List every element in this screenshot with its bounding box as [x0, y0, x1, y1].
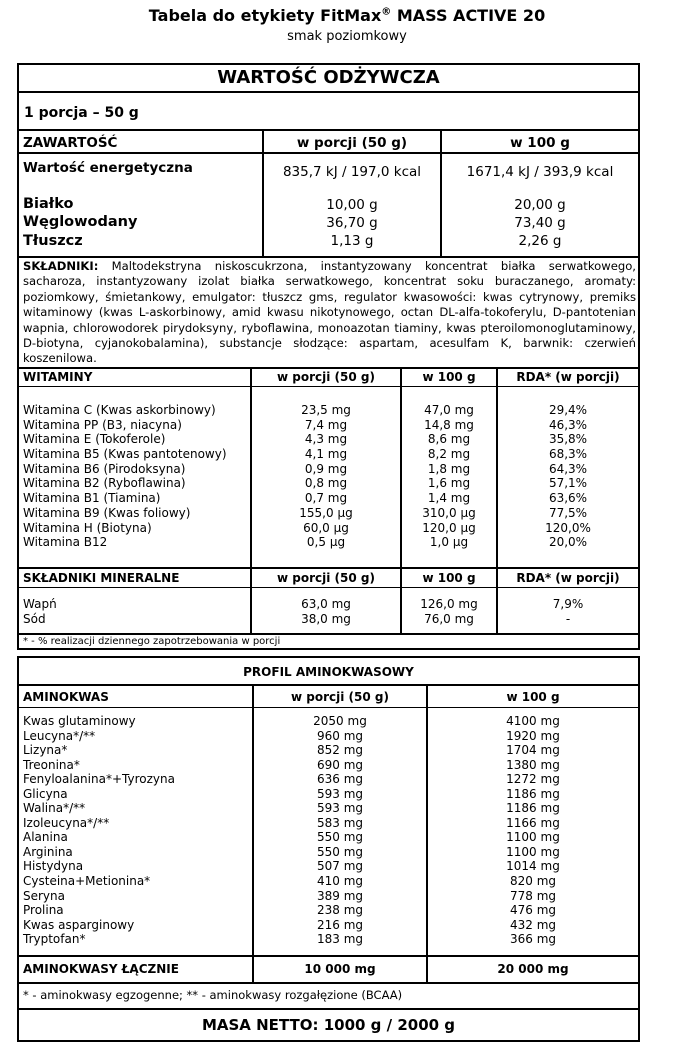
amino-100g-value: 1272 mg: [506, 772, 560, 787]
amino-100g-value: 1186 mg: [506, 786, 560, 801]
vitamins-rda: [498, 403, 638, 550]
vitamin-100g: 8,6 mg: [427, 432, 471, 447]
mineral-rda: 7,9%: [552, 597, 584, 611]
amino-100g-value: 432 mg: [509, 917, 557, 932]
vitamin-rda: 63,6%: [548, 491, 588, 506]
vitamin-name: Witamina C (Kwas askorbinowy): [23, 403, 216, 417]
mineral-name: Sód: [23, 611, 46, 626]
amino-100g-value: 1100 mg: [506, 844, 560, 859]
amino-portion-value: 593 mg: [316, 786, 364, 801]
serving-size: 1 porcja – 50 g: [24, 105, 139, 121]
vitamin-100g: 120,0 µg: [422, 520, 476, 535]
amino-100g-value: 778 mg: [509, 888, 557, 903]
amino-name: Tryptofan*: [23, 932, 86, 947]
amino-acid-table: [17, 656, 640, 1042]
amino-100g-value: 1704 mg: [506, 743, 560, 758]
col-header-content: ZAWARTOŚĆ: [23, 135, 118, 151]
vitamins-col-rda: RDA* (w porcji): [516, 370, 620, 384]
amino-names: [23, 714, 175, 947]
amino-total-100g: 20 000 mg: [497, 962, 569, 976]
vitamin-name: Witamina PP (B3, niacyna): [23, 417, 182, 432]
amino-portion-value: 690 mg: [316, 757, 364, 772]
vitamin-rda: 120,0%: [545, 520, 591, 535]
vitamin-portion: 0,5 µg: [306, 535, 346, 550]
amino-name: Walina*/**: [23, 801, 86, 816]
mineral-rda: -: [565, 611, 571, 626]
amino-name: Arginina: [23, 844, 73, 859]
vitamin-name: Witamina B1 (Tiamina): [23, 491, 161, 506]
amino-title: PROFIL AMINOKWASOWY: [243, 665, 414, 679]
amino-portion-value: 636 mg: [316, 772, 364, 787]
amino-name: Kwas asparginowy: [23, 917, 135, 932]
mineral-100g: 126,0 mg: [420, 597, 478, 611]
vitamin-portion: 0,8 mg: [304, 476, 348, 491]
amino-portion-value: 583 mg: [316, 815, 364, 830]
vitamin-rda: 64,3%: [548, 461, 588, 476]
mineral-portion: 38,0 mg: [301, 611, 351, 626]
amino-100g-value: 4100 mg: [506, 714, 560, 728]
macro-label: Białko: [23, 196, 74, 212]
amino-name: Leucyna*/**: [23, 728, 96, 743]
amino-col-portion: w porcji (50 g): [291, 690, 389, 704]
energy-100g: 1671,4 kJ / 393,9 kcal: [466, 164, 614, 180]
net-weight: MASA NETTO: 1000 g / 2000 g: [201, 1016, 456, 1034]
macro-portion: 36,70 g: [326, 215, 378, 231]
macro-label: Tłuszcz: [23, 233, 83, 249]
vitamin-100g: 8,2 mg: [427, 447, 471, 462]
amino-portion-value: 852 mg: [316, 743, 364, 758]
macro-portion: 10,00 g: [326, 197, 378, 213]
col-header-100g: w 100 g: [510, 135, 570, 151]
col-header-portion: w porcji (50 g): [296, 135, 408, 151]
amino-portion-value: 183 mg: [316, 932, 364, 947]
amino-portion-value: 2050 mg: [313, 714, 367, 728]
amino-footnote: * - aminokwasy egzogenne; ** - aminokwasy rozgałęzione (BCAA): [23, 988, 403, 1002]
amino-total-label: AMINOKWASY ŁĄCZNIE: [23, 962, 179, 976]
vitamins-100g: [402, 403, 496, 550]
amino-portion-value: 960 mg: [316, 728, 364, 743]
amino-portion-value: 507 mg: [316, 859, 364, 874]
amino-name: Cysteina+Metionina*: [23, 874, 151, 889]
vitamins-header: WITAMINY: [23, 370, 93, 384]
energy-portion: 835,7 kJ / 197,0 kcal: [282, 164, 422, 180]
amino-name: Fenyloalanina*+Tyrozyna: [23, 772, 175, 787]
minerals-col-portion: w porcji (50 g): [277, 571, 375, 585]
vitamin-100g: 1,6 mg: [427, 476, 471, 491]
vitamin-rda: 20,0%: [548, 535, 588, 550]
rda-footnote: * - % realizacji dziennego zapotrzebowania w porcji: [23, 636, 281, 647]
minerals-portion: [252, 597, 400, 626]
vitamin-name: Witamina B5 (Kwas pantotenowy): [23, 447, 227, 462]
mineral-portion: 63,0 mg: [301, 597, 351, 611]
amino-portion-value: 216 mg: [316, 917, 364, 932]
vitamin-portion: 4,1 mg: [304, 447, 348, 462]
amino-100g-value: 1166 mg: [506, 815, 560, 830]
vitamin-name: Witamina B6 (Pirodoksyna): [23, 461, 186, 476]
amino-100g-value: 1186 mg: [506, 801, 560, 816]
amino-portion: [254, 714, 426, 947]
vitamin-portion: 23,5 mg: [301, 403, 351, 417]
vitamin-portion: 155,0 µg: [299, 505, 353, 520]
amino-100g-value: 1014 mg: [506, 859, 560, 874]
vitamins-col-portion: w porcji (50 g): [277, 370, 375, 384]
vitamin-100g: 310,0 µg: [422, 505, 476, 520]
amino-100g-value: 1100 mg: [506, 830, 560, 845]
vitamin-100g: 1,4 mg: [427, 491, 471, 506]
vitamin-rda: 35,8%: [548, 432, 588, 447]
vitamin-portion: 0,9 mg: [304, 461, 348, 476]
amino-100g-value: 1380 mg: [506, 757, 560, 772]
vitamin-100g: 47,0 mg: [424, 403, 474, 417]
flavor-subtitle: smak poziomkowy: [287, 29, 407, 44]
vitamin-portion: 4,3 mg: [304, 432, 348, 447]
vitamin-portion: 7,4 mg: [304, 417, 348, 432]
vitamin-rda: 57,1%: [548, 476, 588, 491]
amino-name: Izoleucyna*/**: [23, 815, 110, 830]
amino-100g-value: 476 mg: [509, 903, 557, 918]
mineral-name: Wapń: [23, 597, 57, 611]
vitamin-100g: 1,0 µg: [429, 535, 469, 550]
amino-col-name: AMINOKWAS: [23, 690, 109, 704]
macro-portion: 1,13 g: [330, 233, 374, 249]
energy-label: Wartość energetyczna: [23, 160, 193, 176]
amino-portion-value: 550 mg: [316, 844, 364, 859]
nutrition-title: WARTOŚĆ ODŻYWCZA: [217, 67, 440, 88]
amino-name: Treonina*: [23, 757, 80, 772]
vitamin-rda: 68,3%: [548, 447, 588, 462]
vitamin-rda: 29,4%: [548, 403, 588, 417]
amino-100g-value: 366 mg: [509, 932, 557, 947]
amino-100g-value: 1920 mg: [506, 728, 560, 743]
ingredients-label: SKŁADNIKI:: [23, 259, 99, 273]
minerals-rda: [498, 597, 638, 626]
minerals-100g: [402, 597, 496, 626]
amino-portion-value: 410 mg: [316, 874, 364, 889]
minerals-col-100g: w 100 g: [422, 571, 476, 585]
vitamins-names: [23, 403, 227, 550]
vitamin-rda: 46,3%: [548, 417, 588, 432]
amino-portion-value: 238 mg: [316, 903, 364, 918]
vitamin-100g: 1,8 mg: [427, 461, 471, 476]
vitamins-col-100g: w 100 g: [422, 370, 476, 384]
macro-label: Węglowodany: [23, 214, 138, 230]
amino-col-100g: w 100 g: [506, 690, 560, 704]
ingredients-text: SKŁADNIKI: Maltodekstryna niskoscukrzona, instantyzowany koncentrat białka serwatkowego, sacharoza, instantyzowany izolat białka serwatkowego, koncentrat soku buraczanego, aromaty: poziomkowy, śmietankowy, emulgator: tłuszcz gms, regulator kwasowości: kwas cytrynowy, premiks witaminowy (kwas L-askorbinowy, amid kwasu nikotynowego, octan DL-alfa-tokoferylu, D-pantotenian wapnia, chlorowodorek pirydoksyny, ryboflawina, monoazotan tiaminy, kwas pteroilomonoglutaminowy, D-biotyna, cyjanokobalamina), substancje słodzące: aspartam, acesulfam K, barwnik: czerwień koszenilowa.: [23, 259, 636, 366]
amino-100g-value: 820 mg: [509, 874, 557, 889]
document-title: Tabela do etykiety FitMax® MASS ACTIVE 20: [148, 6, 546, 25]
vitamins-portion: [252, 403, 400, 550]
vitamin-name: Witamina B12: [23, 535, 108, 550]
minerals-header: SKŁADNIKI MINERALNE: [23, 571, 180, 585]
mineral-100g: 76,0 mg: [424, 611, 474, 626]
nutrition-table: [17, 63, 640, 650]
vitamin-name: Witamina B9 (Kwas foliowy): [23, 505, 191, 520]
macro-100g: 73,40 g: [514, 215, 566, 231]
vitamin-portion: 0,7 mg: [304, 491, 348, 506]
amino-name: Lizyna*: [23, 743, 68, 758]
vitamin-name: Witamina B2 (Ryboflawina): [23, 476, 186, 491]
minerals-names: [23, 597, 57, 626]
amino-100g: [428, 714, 638, 947]
amino-name: Seryna: [23, 888, 65, 903]
vitamin-name: Witamina H (Biotyna): [23, 520, 152, 535]
amino-name: Alanina: [23, 830, 68, 845]
minerals-col-rda: RDA* (w porcji): [516, 571, 620, 585]
amino-portion-value: 593 mg: [316, 801, 364, 816]
vitamin-rda: 77,5%: [548, 505, 588, 520]
amino-portion-value: 389 mg: [316, 888, 364, 903]
amino-name: Histydyna: [23, 859, 84, 874]
macro-100g: 2,26 g: [518, 233, 562, 249]
vitamin-name: Witamina E (Tokoferole): [23, 432, 166, 447]
amino-name: Prolina: [23, 903, 64, 918]
amino-total-portion: 10 000 mg: [304, 962, 376, 976]
vitamin-portion: 60,0 µg: [303, 520, 349, 535]
macro-100g: 20,00 g: [514, 197, 566, 213]
amino-portion-value: 550 mg: [316, 830, 364, 845]
vitamin-100g: 14,8 mg: [424, 417, 474, 432]
amino-name: Kwas glutaminowy: [23, 714, 136, 728]
amino-name: Glicyna: [23, 786, 68, 801]
